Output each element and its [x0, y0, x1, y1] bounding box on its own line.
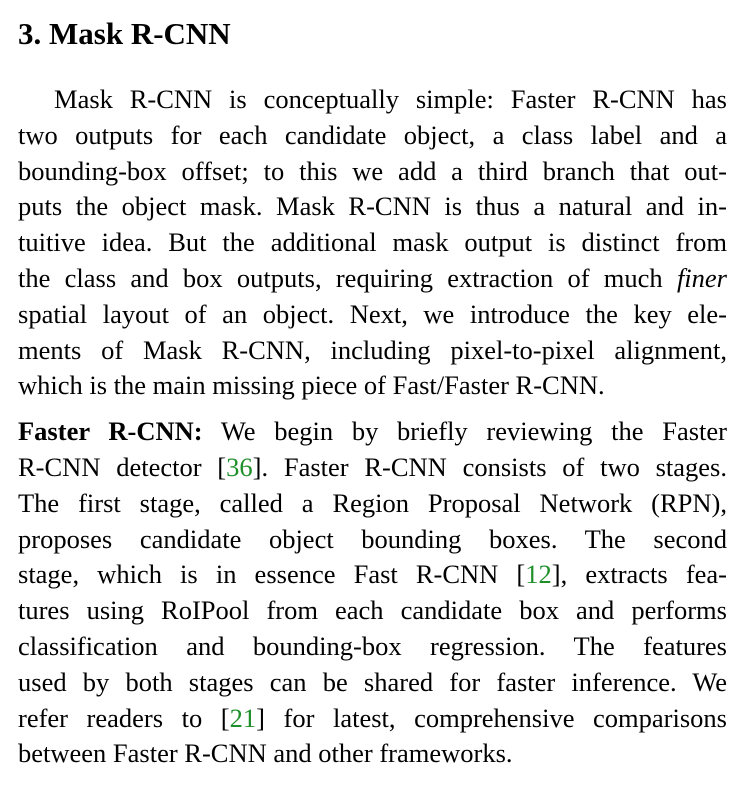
citation-link-12[interactable]: 12	[525, 559, 552, 590]
text-line: tuitive idea. But the additional mask output is distinct from	[18, 227, 727, 258]
citation-link-21[interactable]: 21	[229, 702, 257, 733]
paragraph-heading: Faster R-CNN:	[18, 416, 203, 447]
citation-link-36[interactable]: 36	[226, 451, 253, 482]
text-fragment: ], extracts fea-	[551, 559, 728, 590]
text-line: two outputs for each candidate object, a class label and a	[18, 119, 727, 150]
text-fragment: R-CNN detector [	[18, 451, 227, 482]
text-line: proposes candidate object bounding boxes. The second	[18, 523, 727, 554]
text-line	[18, 701, 727, 737]
text-line: which is the main missing piece of Fast/Faster R-CNN.	[18, 370, 605, 401]
text-line: Mask R-CNN is conceptually simple: Faster R-CNN has	[54, 84, 727, 114]
text-line: puts the object mask. Mask R-CNN is thus a natural and in-	[18, 191, 727, 222]
text-fragment: refer readers to [	[18, 702, 230, 733]
text-line: used by both stages can be shared for faster inference. We	[18, 666, 727, 697]
text-fragment: We begin by briefly reviewing the Faster	[202, 416, 727, 447]
text-line: bounding-box offset; to this we add a third branch that out-	[18, 155, 727, 186]
text-fragment: stage, which is in essence Fast R-CNN [	[18, 559, 526, 590]
text-line	[18, 557, 727, 593]
text-line	[18, 450, 727, 486]
text-line: The first stage, called a Region Proposal Network (RPN),	[18, 487, 727, 518]
text-line: ments of Mask R-CNN, including pixel-to-pixel alignment,	[18, 334, 727, 365]
text-line: spatial layout of an object. Next, we introduce the key ele-	[18, 298, 727, 329]
emphasis-text: finer	[676, 262, 727, 293]
text-line: tures using RoIPool from each candidate box and performs	[18, 595, 727, 626]
text-line: classification and bounding-box regression. The features	[18, 630, 727, 661]
text-fragment: ]. Faster R-CNN consists of two stages.	[252, 451, 727, 482]
text-fragment: the class and box outputs, requiring extraction of much	[18, 262, 677, 293]
faster-rcnn-paragraph	[18, 414, 727, 772]
section-title: 3. Mask R-CNN	[18, 16, 231, 51]
text-line	[18, 261, 727, 297]
paper-page	[18, 14, 727, 772]
text-line	[18, 414, 727, 450]
text-fragment: ] for latest, comprehensive comparisons	[256, 702, 727, 733]
text-line: between Faster R-CNN and other frameworks.	[18, 738, 513, 769]
intro-paragraph	[18, 82, 727, 404]
